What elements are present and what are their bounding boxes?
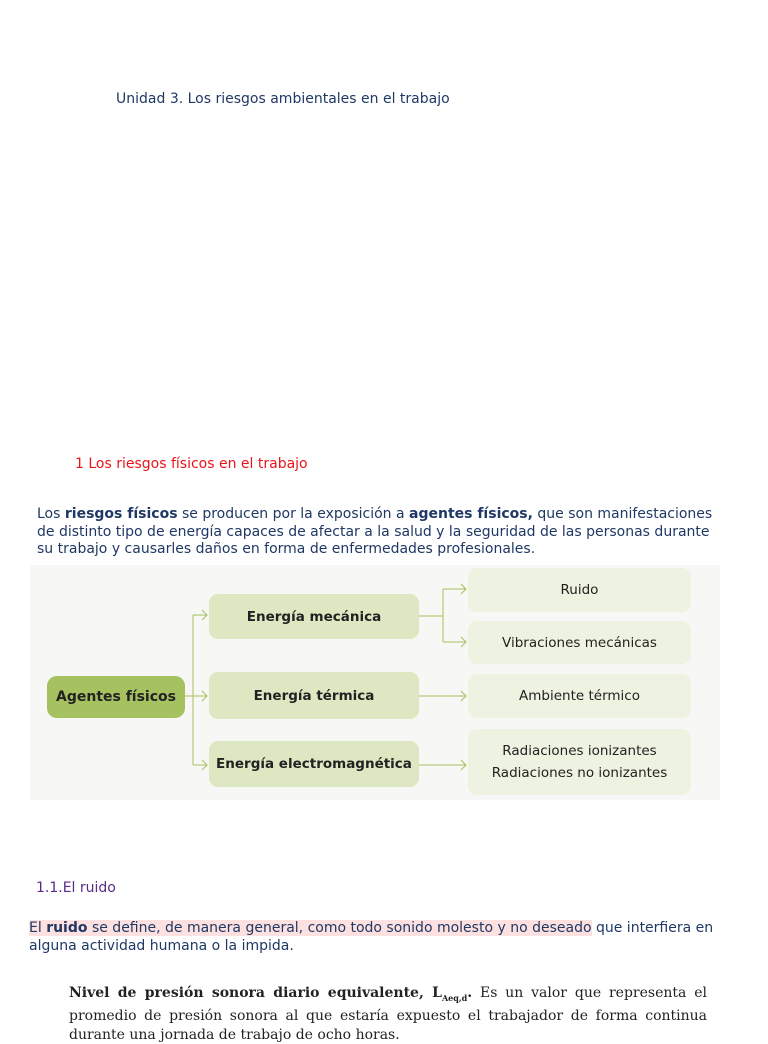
node-vibraciones: Vibraciones mecánicas	[468, 621, 691, 664]
nivel-subscript: Aeq,d	[441, 992, 468, 1003]
ruido-text-2: se define, de manera general, como todo sonido molesto y no deseado	[87, 920, 592, 936]
intro-text-3: que son manifestaciones de distinto tipo de energía capaces de afectar a la salud y la seguridad de las personas durante su trabajo y causarles daños en forma de enfermedades profesionales.	[37, 506, 713, 557]
ruido-bold: ruido	[46, 920, 88, 936]
nivel-bold: Nivel de presión sonora diario equivalente, L	[69, 985, 442, 1001]
agentes-fisicos-diagram	[30, 565, 720, 800]
node-radiaciones	[468, 729, 691, 795]
node-ruido: Ruido	[468, 568, 691, 612]
intro-bold-agentes: agentes físicos,	[409, 506, 533, 522]
node-energia-mecanica: Energía mecánica	[209, 594, 419, 639]
nivel-presion-paragraph	[69, 984, 707, 1044]
intro-text-2: se producen por la exposición a	[177, 506, 410, 522]
intro-text-1: Los	[37, 506, 65, 522]
node-agentes-fisicos: Agentes físicos	[47, 676, 185, 718]
leaf-no-ionizantes: Radiaciones no ionizantes	[491, 765, 668, 781]
ruido-text-3: que interfiera en alguna actividad humana o la impida.	[29, 920, 714, 954]
intro-paragraph	[37, 506, 727, 568]
leaf-ionizantes: Radiaciones ionizantes	[502, 743, 657, 759]
subsection-title: 1.1.El ruido	[36, 880, 116, 896]
node-energia-termica: Energía térmica	[209, 672, 419, 719]
ruido-definition	[29, 920, 739, 955]
section-title: 1 Los riesgos físicos en el trabajo	[75, 456, 308, 472]
unit-title: Unidad 3. Los riesgos ambientales en el trabajo	[116, 91, 450, 107]
nivel-text: Es un valor que representa el promedio de presión sonora al que estaría expuesto el trabajador de forma continua durante una jornada de trabajo de ocho horas.	[69, 985, 707, 1043]
ruido-text-1: El	[29, 920, 47, 936]
intro-bold-riesgos: riesgos físicos	[64, 506, 178, 522]
node-ambiente-termico: Ambiente térmico	[468, 674, 691, 718]
node-energia-electromagnetica: Energía electromagnética	[209, 741, 419, 787]
nivel-bold-dot: .	[467, 985, 473, 1001]
